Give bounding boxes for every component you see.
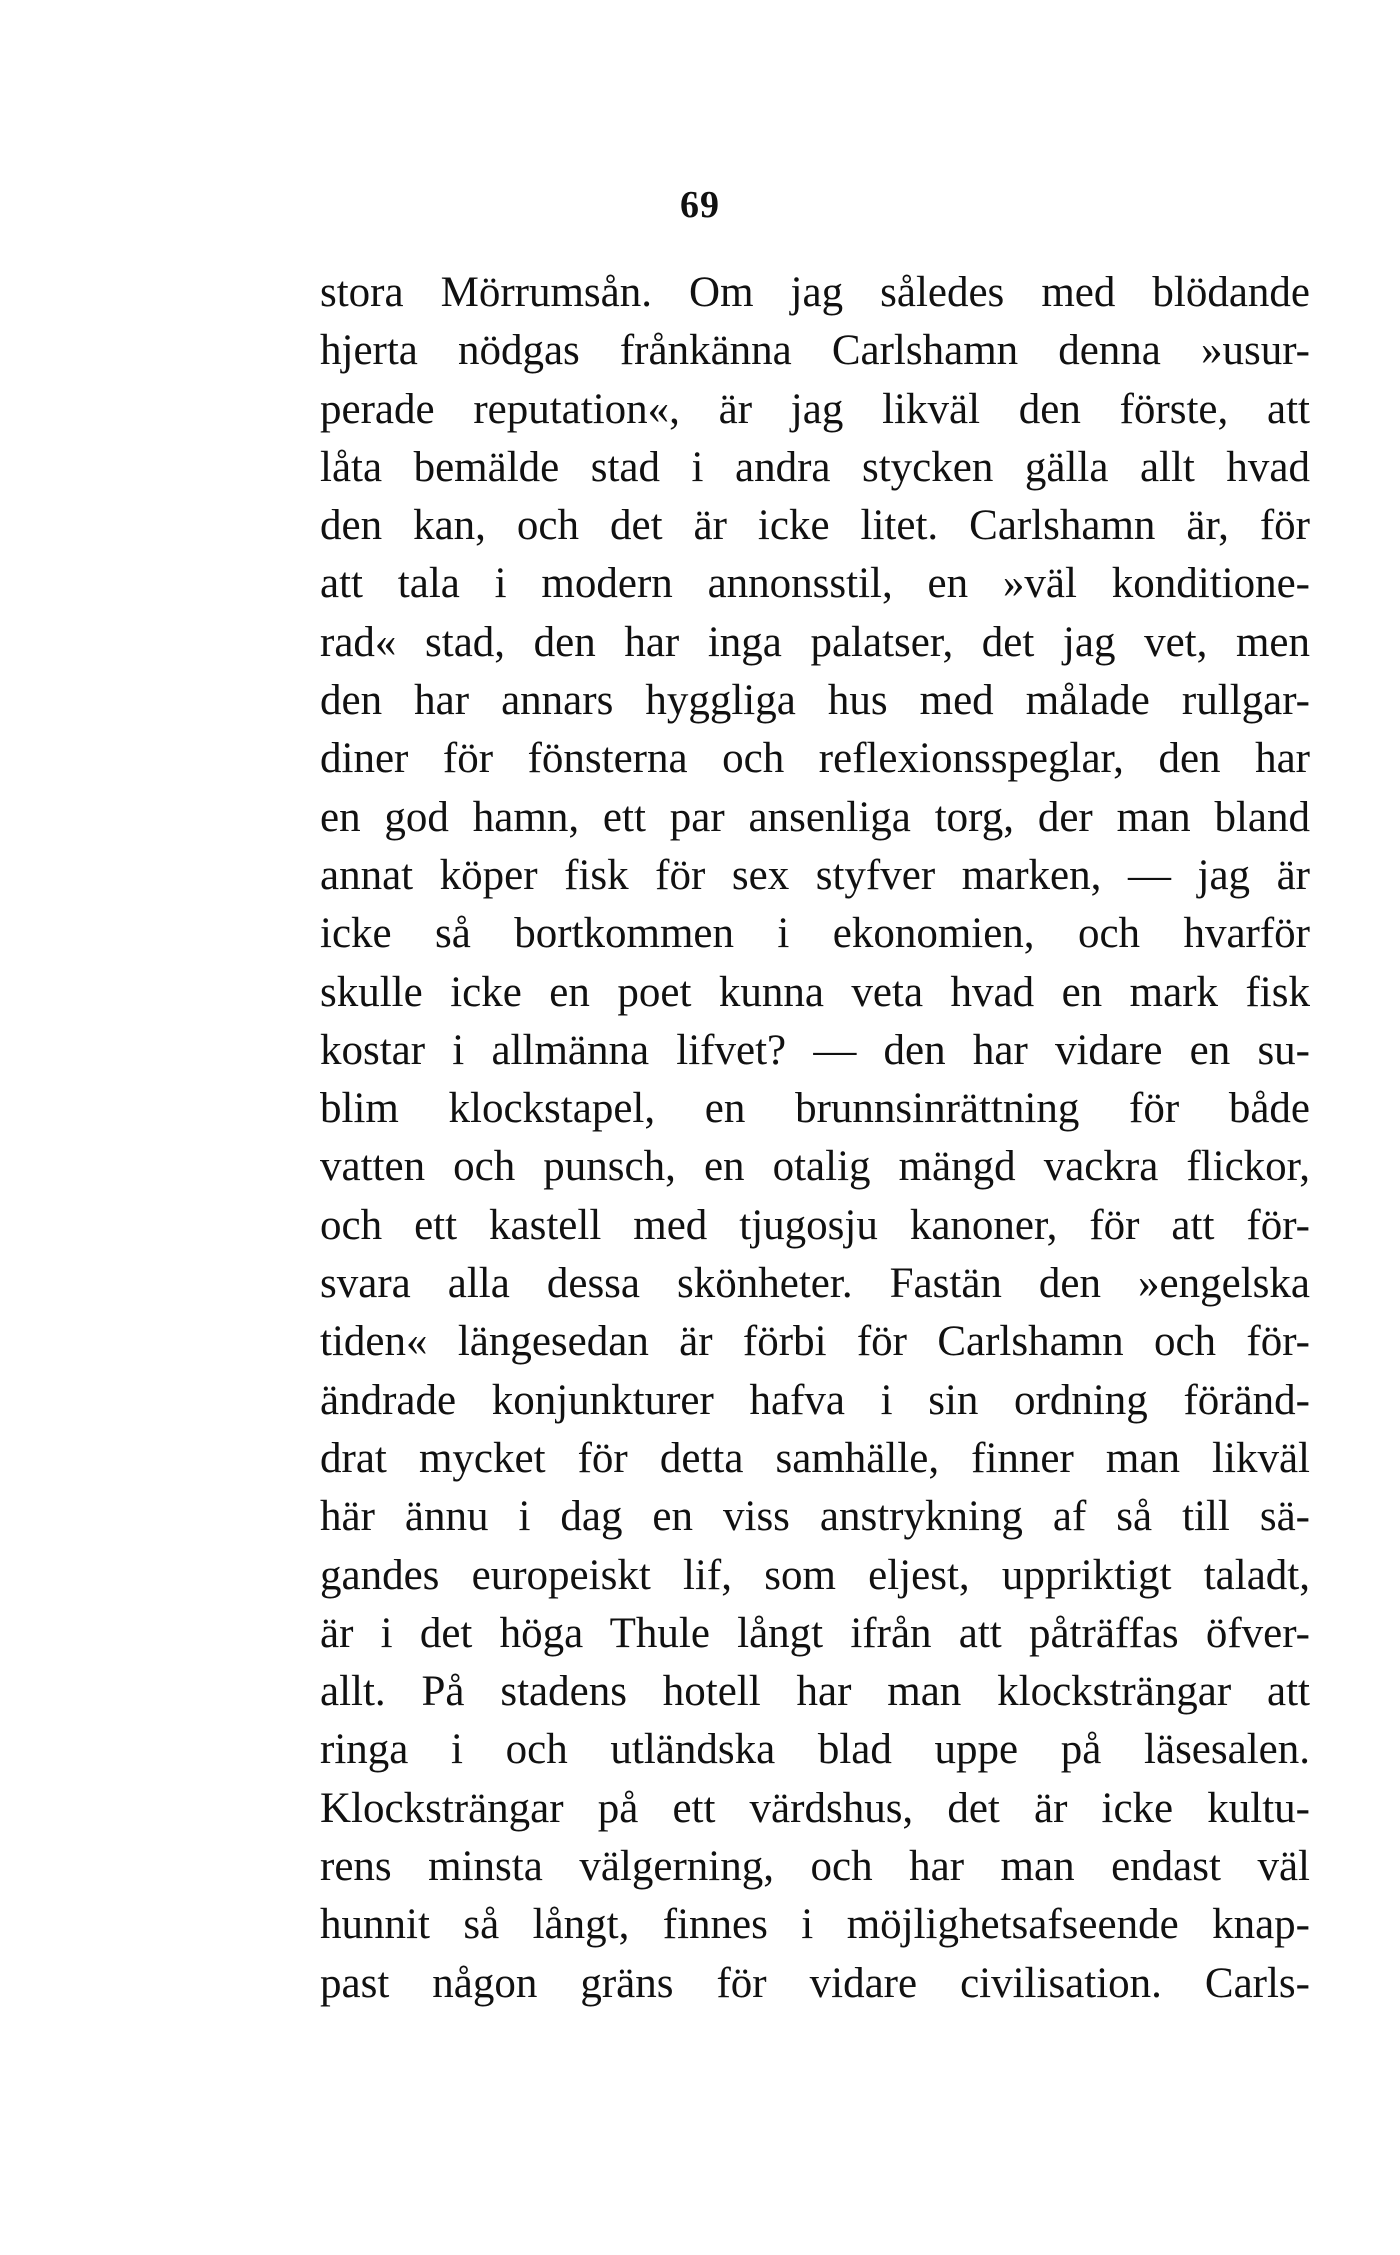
text-line: tiden« längesedan är förbi för Carlshamn och för-	[320, 1318, 1310, 1366]
text-line: är i det höga Thule långt ifrån att påträffas öfver-	[320, 1609, 1310, 1657]
text-line: vatten och punsch, en otalig mängd vackra flickor,	[320, 1143, 1310, 1191]
text-line: låta bemälde stad i andra stycken gälla allt hvad	[320, 443, 1310, 491]
page-number: 69	[680, 184, 720, 226]
text-line: ringa i och utländska blad uppe på läsesalen.	[320, 1726, 1310, 1774]
text-line: rad« stad, den har inga palatser, det jag vet, men	[320, 618, 1310, 666]
text-line: allt. På stadens hotell har man klocksträngar att	[320, 1668, 1310, 1716]
text-line: drat mycket för detta samhälle, finner man likväl	[320, 1434, 1310, 1482]
text-line: blim klockstapel, en brunnsinrättning för både	[320, 1085, 1310, 1133]
text-line: perade reputation«, är jag likväl den förste, att	[320, 385, 1310, 433]
text-line: den har annars hyggliga hus med målade rullgar-	[320, 677, 1310, 725]
text-line: den kan, och det är icke litet. Carlshamn är, för	[320, 502, 1310, 550]
text-line: att tala i modern annonsstil, en »väl konditione-	[320, 560, 1310, 608]
text-line: hunnit så långt, finnes i möjlighetsafseende knap-	[320, 1901, 1310, 1949]
text-line: annat köper fisk för sex styfver marken, — jag är	[320, 851, 1310, 899]
text-line: kostar i allmänna lifvet? — den har vidare en su-	[320, 1026, 1310, 1074]
text-line: skulle icke en poet kunna veta hvad en mark fisk	[320, 968, 1310, 1016]
text-line: rens minsta välgerning, och har man endast väl	[320, 1843, 1310, 1891]
text-line: och ett kastell med tjugosju kanoner, för att för-	[320, 1201, 1310, 1249]
text-line: svara alla dessa skönheter. Fastän den »engelska	[320, 1260, 1310, 1308]
text-line: hjerta nödgas frånkänna Carlshamn denna »usur-	[320, 327, 1310, 375]
text-line: gandes europeiskt lif, som eljest, uppriktigt taladt,	[320, 1551, 1310, 1599]
text-line: stora Mörrumsån. Om jag således med blödande	[320, 269, 1310, 316]
text-line: en god hamn, ett par ansenliga torg, der man bland	[320, 793, 1310, 841]
text-line: icke så bortkommen i ekonomien, och hvarför	[320, 910, 1310, 958]
text-line: här ännu i dag en viss anstrykning af så till sä-	[320, 1493, 1310, 1541]
text-line: Klocksträngar på ett värdshus, det är icke kultu-	[320, 1784, 1310, 1832]
text-line: ändrade konjunkturer hafva i sin ordning föränd-	[320, 1376, 1310, 1424]
text-line: past någon gräns för vidare civilisation. Carls-	[320, 1959, 1310, 2007]
body-text	[320, 264, 1310, 2013]
text-line: diner för fönsterna och reflexionsspeglar, den har	[320, 735, 1310, 783]
